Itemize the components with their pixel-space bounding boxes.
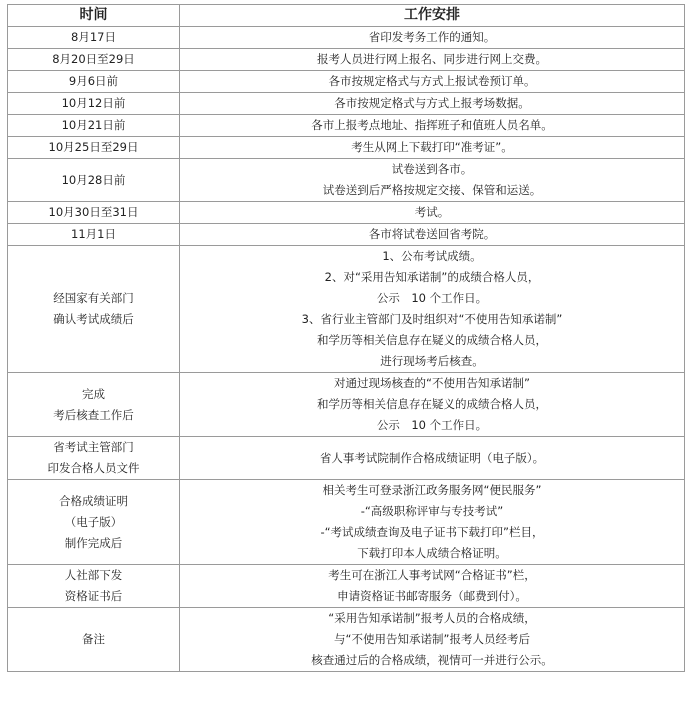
- time-cell: [8, 202, 180, 224]
- time-cell: [8, 224, 180, 246]
- time-cell: [8, 480, 180, 565]
- time-text: 10月28日前: [61, 172, 126, 187]
- header-time: 时间: [8, 5, 180, 27]
- time-cell: [8, 27, 180, 49]
- arrangement-text: 申请资格证书邮寄服务（邮费到付）。: [337, 589, 527, 603]
- time-text: 考后核查工作后: [53, 407, 134, 422]
- arrangement-text: 省印发考务工作的通知。: [368, 30, 496, 44]
- table-row: [8, 202, 685, 224]
- time-text: 制作完成后: [64, 535, 123, 550]
- table-row: [8, 115, 685, 137]
- time-text: 省考试主管部门: [53, 440, 134, 454]
- arrangement-cell: [180, 608, 685, 672]
- arrangement-text: 省人事考试院制作合格成绩证明（电子版）。: [319, 450, 545, 465]
- arrangement-text: 3、省行业主管部门及时组织对“不使用告知承诺制”: [301, 312, 563, 326]
- time-text: 人社部下发: [64, 568, 123, 582]
- arrangement-cell: [180, 202, 685, 224]
- arrangement-text: 试卷送到后严格按规定交接、保管和运送。: [322, 183, 542, 197]
- arrangement-cell: [180, 159, 685, 202]
- arrangement-text: 各市上报考点地址、指挥班子和值班人员名单。: [311, 118, 553, 132]
- arrangement-text: 相关考生可登录浙江政务服务网“便民服务”: [322, 483, 542, 497]
- arrangement-text: -“高级职称评审与专技考试”: [360, 504, 504, 518]
- table-row: [8, 71, 685, 93]
- time-text: 9月6日前: [68, 74, 119, 88]
- arrangement-cell: [180, 49, 685, 71]
- table-row: [8, 373, 685, 437]
- time-text: 11月1日: [71, 227, 116, 241]
- time-text: 合格成绩证明: [59, 493, 128, 508]
- arrangement-text: 1、公布考试成绩。: [382, 249, 482, 263]
- time-text: 10月30日至31日: [48, 205, 139, 219]
- arrangement-text: 和学历等相关信息存在疑义的成绩合格人员，: [317, 333, 547, 347]
- time-text: 10月25日至29日: [48, 140, 139, 154]
- arrangement-text: “采用告知承诺制”报考人员的合格成绩，: [328, 611, 536, 625]
- table-row: [8, 608, 685, 672]
- arrangement-text: 报考人员进行网上报名、同步进行网上交费。: [317, 52, 547, 66]
- arrangement-text: 和学历等相关信息存在疑义的成绩合格人员，: [317, 397, 547, 411]
- arrangement-text: 考生可在浙江人事考试网“合格证书”栏，: [328, 568, 536, 582]
- arrangement-cell: [180, 437, 685, 480]
- table-row: [8, 159, 685, 202]
- arrangement-text: 各市将试卷送回省考院。: [368, 227, 496, 241]
- time-cell: [8, 246, 180, 373]
- table-row: [8, 480, 685, 565]
- table-row: [8, 246, 685, 373]
- arrangement-text: 与“不使用告知承诺制”报考人员经考后: [334, 632, 530, 646]
- arrangement-cell: [180, 137, 685, 159]
- table-row: [8, 137, 685, 159]
- arrangement-cell: [180, 71, 685, 93]
- arrangement-cell: [180, 115, 685, 137]
- table-row: [8, 224, 685, 246]
- time-cell: [8, 565, 180, 608]
- table-row: [8, 93, 685, 115]
- arrangement-text: 下载打印本人成绩合格证明。: [357, 546, 507, 560]
- time-text: 印发合格人员文件: [47, 461, 140, 475]
- arrangement-text: 公示 10 个工作日。: [376, 291, 488, 305]
- table-row: [8, 27, 685, 49]
- arrangement-cell: [180, 93, 685, 115]
- arrangement-text: 进行现场考后核查。: [380, 354, 484, 368]
- arrangement-cell: [180, 224, 685, 246]
- arrangement-text: 各市按规定格式与方式上报考场数据。: [334, 96, 530, 110]
- time-text: 10月12日前: [61, 96, 126, 110]
- arrangement-text: 考试。: [414, 205, 450, 219]
- time-cell: [8, 373, 180, 437]
- time-text: 8月20日至29日: [52, 52, 135, 66]
- time-cell: [8, 437, 180, 480]
- table-row: [8, 437, 685, 480]
- time-cell: [8, 137, 180, 159]
- time-cell: [8, 159, 180, 202]
- time-text: 完成: [82, 386, 105, 401]
- table-row: [8, 565, 685, 608]
- time-text: 确认考试成绩后: [53, 312, 134, 326]
- time-cell: [8, 608, 180, 672]
- time-text: 8月17日: [71, 30, 116, 44]
- arrangement-text: 2、对“采用告知承诺制”的成绩合格人员，: [324, 270, 540, 284]
- header-row: [8, 5, 685, 27]
- time-text: 备注: [82, 632, 105, 646]
- arrangement-text: 对通过现场核查的“不使用告知承诺制”: [334, 376, 530, 390]
- arrangement-cell: [180, 27, 685, 49]
- schedule-table: [7, 4, 685, 672]
- arrangement-cell: [180, 480, 685, 565]
- time-cell: [8, 49, 180, 71]
- time-cell: [8, 115, 180, 137]
- time-text: 资格证书后: [64, 589, 123, 603]
- arrangement-text: 各市按规定格式与方式上报试卷预订单。: [328, 74, 536, 88]
- time-cell: [8, 71, 180, 93]
- time-text: 经国家有关部门: [53, 291, 134, 305]
- header-arrangement: 工作安排: [180, 5, 685, 27]
- schedule-body: [8, 27, 685, 672]
- arrangement-cell: [180, 373, 685, 437]
- arrangement-cell: [180, 565, 685, 608]
- arrangement-text: 试卷送到各市。: [391, 162, 473, 176]
- time-text: （电子版）: [64, 514, 123, 529]
- arrangement-cell: [180, 246, 685, 373]
- arrangement-text: 考生从网上下载打印“准考证”。: [351, 140, 513, 154]
- time-cell: [8, 93, 180, 115]
- arrangement-text: 公示 10 个工作日。: [376, 418, 488, 432]
- table-row: [8, 49, 685, 71]
- arrangement-text: -“考试成绩查询及电子证书下载打印”栏目，: [320, 525, 544, 539]
- time-text: 10月21日前: [61, 118, 126, 132]
- arrangement-text: 核查通过后的合格成绩，视情可一并进行公示。: [311, 653, 553, 667]
